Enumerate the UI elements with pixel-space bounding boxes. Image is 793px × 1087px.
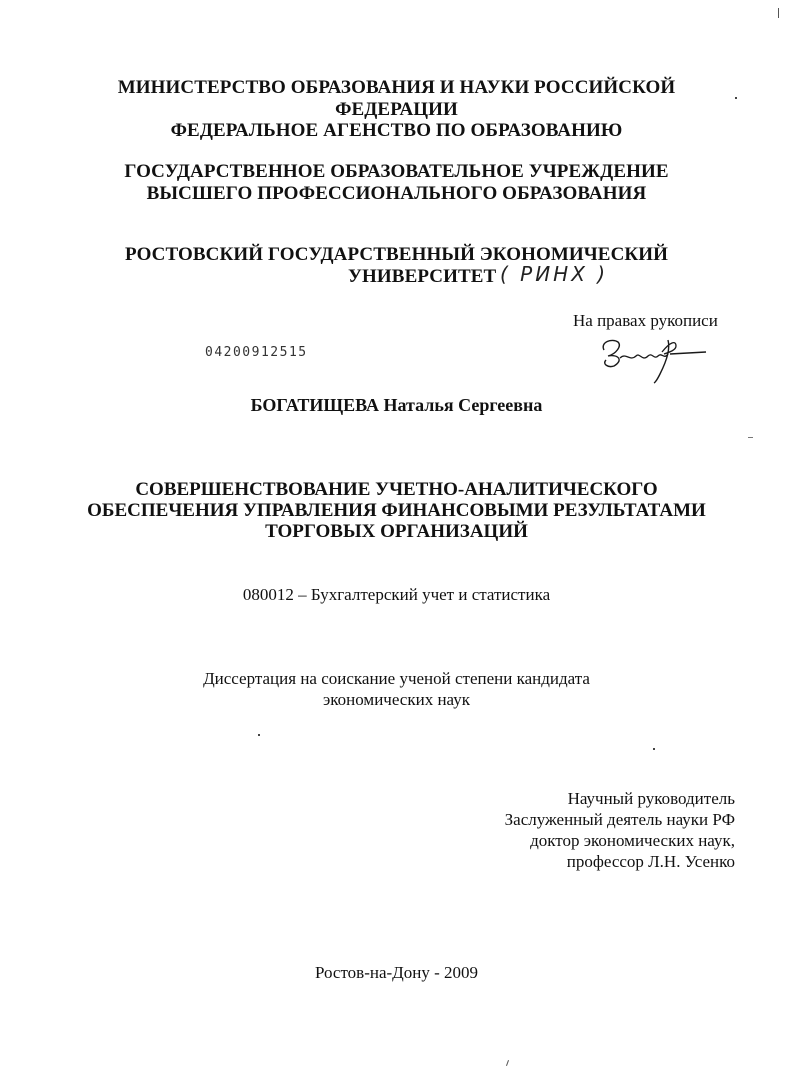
scan-mark <box>778 8 779 18</box>
agency-line: ФЕДЕРАЛЬНОЕ АГЕНСТВО ПО ОБРАЗОВАНИЮ <box>170 120 623 141</box>
ministry-line-1: МИНИСТЕРСТВО ОБРАЗОВАНИЯ И НАУКИ РОССИЙСКОЙ <box>117 77 676 98</box>
dissertation-title-line-3: ТОРГОВЫХ ОРГАНИЗАЦИЙ <box>265 521 528 542</box>
scan-speck <box>506 1060 509 1066</box>
scan-speck <box>653 748 655 750</box>
signature-image <box>596 332 708 384</box>
author-surname: БОГАТИЩЕВА <box>250 395 379 415</box>
dissertation-title-line-1: СОВЕРШЕНСТВОВАНИЕ УЧЕТНО-АНАЛИТИЧЕСКОГО <box>135 479 658 500</box>
dissertation-title-line-2: ОБЕСПЕЧЕНИЯ УПРАВЛЕНИЯ ФИНАНСОВЫМИ РЕЗУЛЬТАТАМИ <box>87 500 706 521</box>
institution-type-line-1: ГОСУДАРСТВЕННОЕ ОБРАЗОВАТЕЛЬНОЕ УЧРЕЖДЕНИЕ <box>124 161 669 182</box>
place-year: Ростов-на-Дону - 2009 <box>314 963 479 982</box>
scan-speck <box>735 97 737 99</box>
scan-speck <box>748 437 753 438</box>
supervisor-line-1: Научный руководитель <box>567 789 735 808</box>
supervisor-line-4: профессор Л.Н. Усенко <box>566 852 735 871</box>
supervisor-line-3: доктор экономических наук, <box>530 831 735 850</box>
registry-number: 04200912515 <box>205 345 308 360</box>
handwritten-rinh-note: ( РИНХ ) <box>500 262 609 286</box>
degree-line-2: экономических наук <box>322 690 471 709</box>
manuscript-rights: На правах рукописи <box>573 311 718 330</box>
institution-type-line-2: ВЫСШЕГО ПРОФЕССИОНАЛЬНОГО ОБРАЗОВАНИЯ <box>146 183 647 204</box>
degree-line-1: Диссертация на соискание ученой степени кандидата <box>203 669 590 688</box>
author-name <box>0 394 793 416</box>
university-line-1: РОСТОВСКИЙ ГОСУДАРСТВЕННЫЙ ЭКОНОМИЧЕСКИЙ <box>124 244 669 265</box>
author-given-names: Наталья Сергеевна <box>383 395 543 415</box>
scan-speck <box>258 734 260 736</box>
supervisor-line-2: Заслуженный деятель науки РФ <box>504 810 735 829</box>
specialty: 080012 – Бухгалтерский учет и статистика <box>242 585 551 604</box>
university-line-2: УНИВЕРСИТЕТ <box>348 266 497 287</box>
ministry-line-2: ФЕДЕРАЦИИ <box>335 99 458 120</box>
